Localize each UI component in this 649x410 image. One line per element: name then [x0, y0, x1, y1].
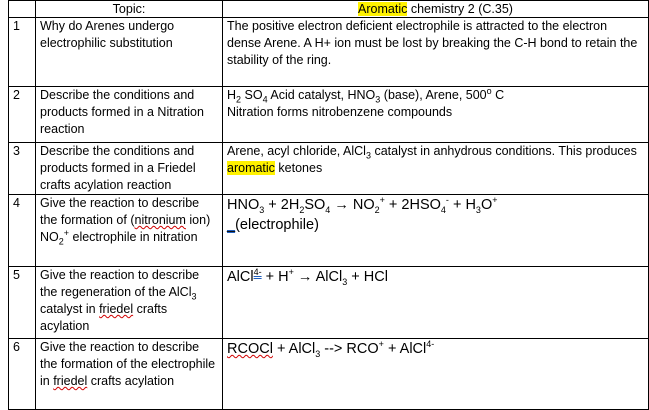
row-equation	[223, 267, 649, 339]
equation-line-1	[227, 195, 644, 215]
row-detail	[223, 87, 649, 143]
spellcheck-word: nitronium	[134, 213, 186, 227]
table-row	[9, 339, 649, 410]
subscript: 2	[236, 94, 242, 105]
text: Give the reaction to describe the regeneration of the AlCl	[40, 268, 200, 299]
text: AlCl	[227, 269, 254, 285]
header-topic: Topic:	[36, 1, 223, 18]
text: catalyst in	[40, 302, 100, 316]
highlight-aromatic: aromatic	[227, 161, 275, 175]
subscript: 3	[365, 150, 371, 161]
text: + 2HSO	[384, 197, 441, 213]
header-title	[223, 1, 649, 18]
text: + AlCl	[272, 341, 316, 357]
text: Acid catalyst, HNO	[267, 88, 376, 102]
spellcheck-word: RCOCl	[227, 341, 273, 357]
subscript: 3	[342, 276, 348, 287]
superscript: +	[492, 195, 498, 206]
superscript: +	[378, 339, 384, 350]
subscript: 3	[191, 291, 197, 302]
subscript: 2	[299, 204, 305, 215]
superscript: +	[288, 267, 294, 278]
text: crafts acylation	[87, 374, 175, 388]
title-highlight: Aromatic	[358, 2, 408, 16]
row-topic: Describe the conditions and products formed in a Friedel crafts acylation reaction	[36, 143, 223, 195]
text: + 2H	[264, 197, 300, 213]
subscript: 3	[315, 348, 321, 359]
text: HNO	[227, 197, 260, 213]
text: SO	[241, 88, 263, 102]
detail-line-1	[227, 87, 644, 104]
text: + H	[261, 269, 289, 285]
row-topic: Why do Arenes undergo electrophilic substitution	[36, 18, 223, 87]
title-rest: chemistry 2 (C.35)	[407, 2, 513, 16]
row-topic	[36, 195, 223, 267]
superscript: 4-	[426, 339, 435, 350]
header-num-cell	[9, 1, 36, 18]
text: C	[491, 88, 505, 102]
text: ion) NO	[40, 213, 211, 244]
subscript: 4	[440, 204, 446, 215]
blank: _	[227, 217, 236, 233]
text: electrophile in nitration	[69, 230, 198, 244]
spellcheck-word: friedel	[99, 302, 134, 316]
row-topic: Describe the conditions and products formed in a Nitration reaction	[36, 87, 223, 143]
text: → NO	[330, 197, 375, 213]
text: Give the reaction to describe the formation of (	[40, 196, 200, 227]
text: SO	[304, 197, 326, 213]
text: crafts acylation	[40, 302, 168, 333]
table-row	[9, 143, 649, 195]
aromatic-chemistry-table	[8, 0, 649, 410]
spellcheck-word: friedel	[53, 374, 88, 388]
subscript: 2	[374, 204, 380, 215]
superscript: o	[486, 86, 492, 96]
subscript: 3	[375, 94, 381, 105]
subscript: 3	[259, 204, 265, 215]
row-detail	[223, 143, 649, 195]
row-equation	[223, 195, 649, 267]
row-topic	[36, 267, 223, 339]
text: Arene, acyl chloride, AlCl	[227, 144, 366, 158]
table-row	[9, 267, 649, 339]
row-detail: The positive electron deficient electrophile is attracted to the electron dense Arene. A H+ ion must be lost by breaking the C-H bond to retain the stability of the ring.	[223, 18, 649, 87]
subscript: 4	[325, 204, 331, 215]
superscript: +	[63, 227, 70, 238]
table-row	[9, 195, 649, 267]
row-number: 3	[9, 143, 36, 195]
row-number: 1	[9, 18, 36, 87]
row-number: 4	[9, 195, 36, 267]
superscript: -	[445, 195, 449, 206]
text: (electrophile)	[235, 217, 319, 233]
text: O	[480, 197, 493, 213]
detail-line-2: Nitration forms nitrobenzene compounds	[227, 105, 453, 119]
text: H	[227, 88, 237, 102]
text: + HCl	[347, 269, 388, 285]
header-row	[9, 1, 649, 18]
text: Give the reaction to describe the formation of the electrophile in	[40, 340, 216, 388]
text: --> RCO	[320, 341, 379, 357]
text: (base), Arene, 500	[380, 88, 487, 102]
row-number: 5	[9, 267, 36, 339]
row-topic	[36, 339, 223, 410]
table-row	[9, 18, 649, 87]
text: ketones	[274, 161, 323, 175]
subscript: 4	[262, 94, 268, 105]
text: catalyst in anhydrous conditions. This produces	[370, 144, 637, 158]
row-number: 6	[9, 339, 36, 410]
equation-line-2	[227, 215, 644, 235]
table-row	[9, 87, 649, 143]
text: → AlCl	[293, 269, 343, 285]
superscript: +	[379, 195, 385, 206]
subscript: 2	[58, 236, 64, 247]
text: + H	[448, 197, 476, 213]
text: + AlCl	[383, 341, 427, 357]
row-equation	[223, 339, 649, 410]
row-number: 2	[9, 87, 36, 143]
superscript: 4-	[253, 267, 262, 278]
subscript: 3	[475, 204, 481, 215]
